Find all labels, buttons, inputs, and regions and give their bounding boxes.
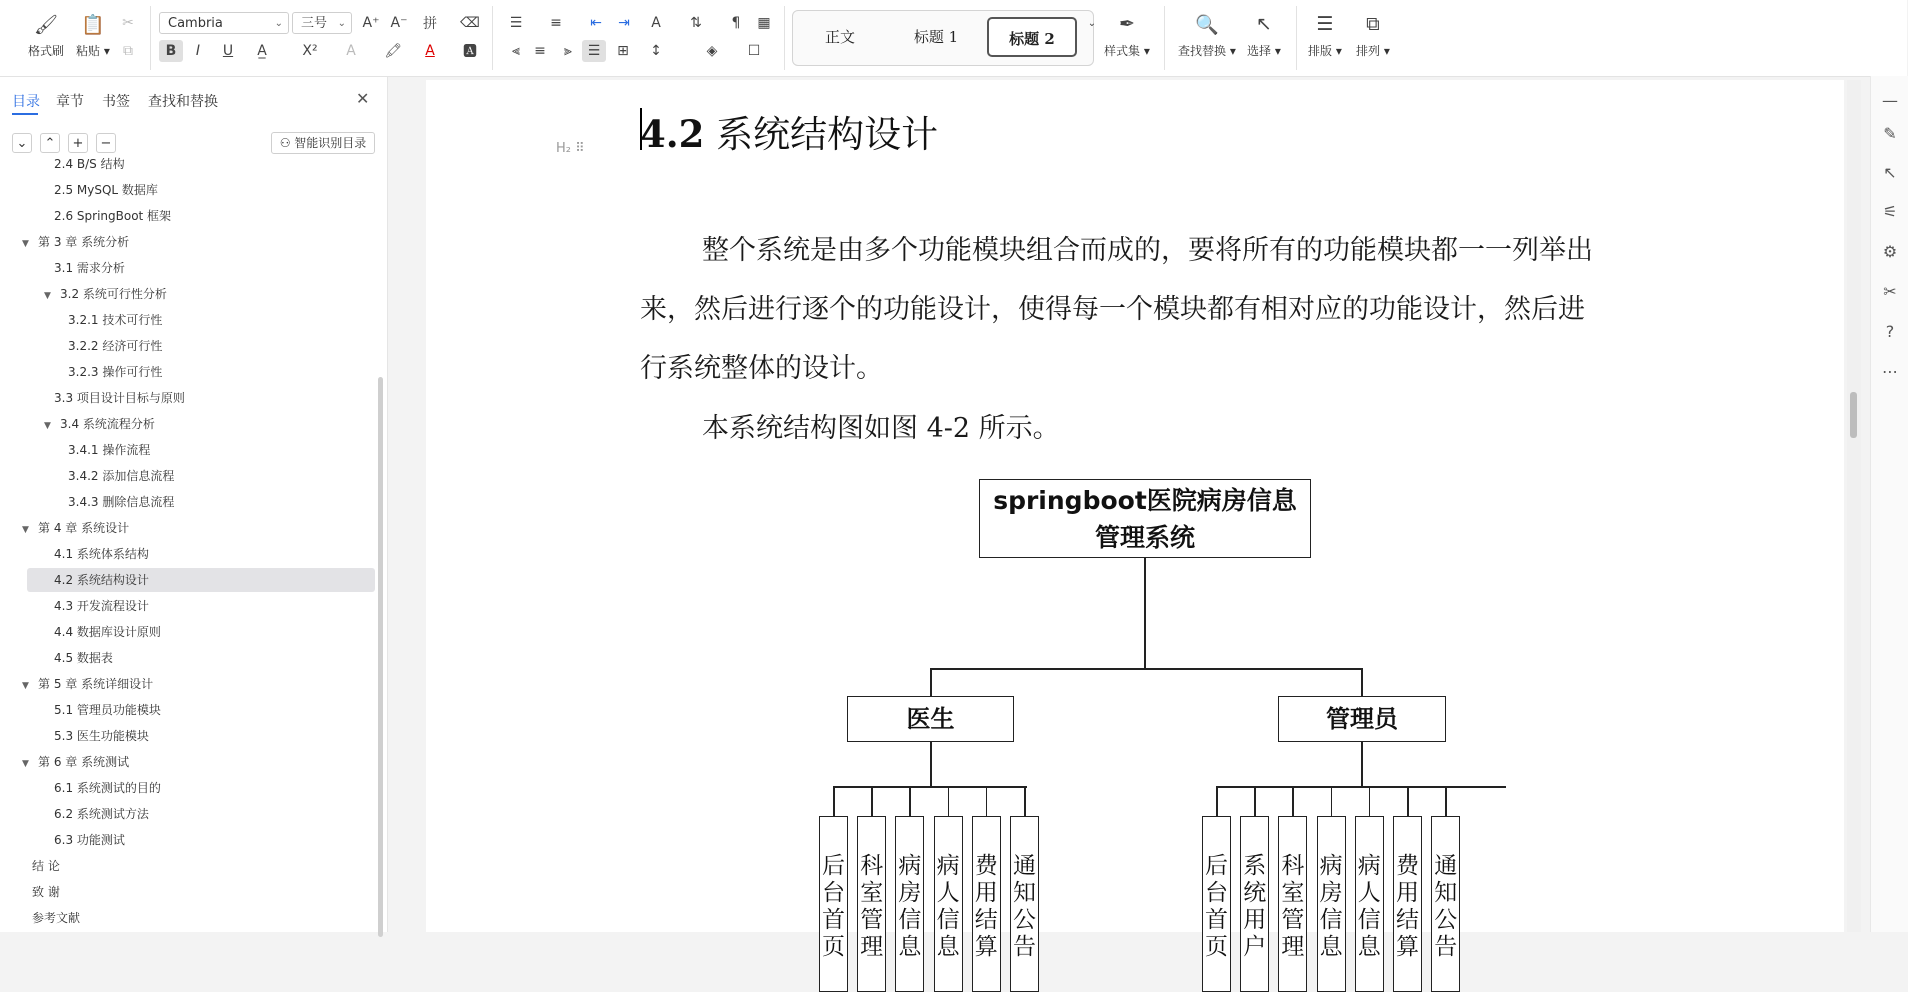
toc-item-label: 4.3 开发流程设计 xyxy=(54,599,149,613)
diagram-leaf-box: 病 房 信 息 xyxy=(1317,816,1346,992)
toc-item[interactable] xyxy=(44,412,155,436)
toc-item-label: 5.1 管理员功能模块 xyxy=(54,703,161,717)
toc-item-label: 3.4 系统流程分析 xyxy=(60,417,155,431)
toc-item-label: 3.1 需求分析 xyxy=(54,261,125,275)
bold-button[interactable]: B xyxy=(159,40,183,62)
tab-find-replace[interactable]: 查找和替换 xyxy=(148,94,218,110)
toc-item-label: 第 4 章 系统设计 xyxy=(38,521,130,535)
expand-caret-icon[interactable]: ▼ xyxy=(22,681,29,691)
diagram-leaf-box: 科 室 管 理 xyxy=(1278,816,1307,992)
paste-button[interactable]: 📋 粘贴 ▾ xyxy=(76,13,110,58)
toc-item[interactable] xyxy=(54,776,161,800)
diagram-leaf-box: 费 用 结 算 xyxy=(972,816,1001,992)
pen-icon[interactable]: ✎ xyxy=(1883,124,1897,143)
remove-heading-icon[interactable]: − xyxy=(96,133,116,153)
numbered-list-icon[interactable]: ≡ xyxy=(550,15,562,31)
toc-item-label: 2.6 SpringBoot 框架 xyxy=(54,209,172,223)
style-normal[interactable]: 正文 xyxy=(824,28,855,46)
diagram-leaf-box: 系 统 用 户 xyxy=(1240,816,1269,992)
add-heading-icon[interactable]: + xyxy=(68,133,88,153)
font-name-select[interactable]: Cambria ⌄ xyxy=(159,12,289,34)
sliders-icon[interactable]: ⚟ xyxy=(1882,202,1898,221)
navigation-pane xyxy=(0,77,388,932)
toc-item[interactable] xyxy=(54,256,125,280)
toc-item-label: 第 5 章 系统详细设计 xyxy=(38,677,154,691)
diagram-leaf-box: 病 人 信 息 xyxy=(934,816,963,992)
shrink-font-icon[interactable]: A⁻ xyxy=(390,15,408,31)
gallery-scroll-icon[interactable]: ⌄ xyxy=(1087,17,1097,29)
toc-item[interactable] xyxy=(54,542,149,566)
document-page[interactable] xyxy=(426,80,1844,960)
style-gallery xyxy=(792,10,1094,66)
toc-item[interactable] xyxy=(22,672,153,696)
show-marks-icon[interactable]: ¶ xyxy=(731,15,741,31)
toc-item-label: 2.4 B/S 结构 xyxy=(54,157,125,171)
toc-item-label: 3.4.1 操作流程 xyxy=(68,443,151,457)
char-shading-icon[interactable]: 🅰 xyxy=(463,44,477,60)
clear-format-icon[interactable]: ⌫ xyxy=(460,15,480,31)
text-effect-icon[interactable]: A xyxy=(346,43,356,59)
toc-item[interactable] xyxy=(54,178,158,202)
find-replace-button[interactable]: 🔍 查找替换 ▾ xyxy=(1178,13,1236,58)
toc-item-label: 结 论 xyxy=(32,859,60,873)
toc-item[interactable] xyxy=(22,516,129,540)
toc-item[interactable] xyxy=(54,698,161,722)
highlight-text-icon[interactable]: A̲ xyxy=(257,43,267,59)
pointer-icon[interactable]: ↖ xyxy=(1883,163,1897,182)
phonetic-guide-icon[interactable]: 拼 xyxy=(423,16,437,32)
toc-item[interactable] xyxy=(68,360,162,384)
arrange-icon: ⧉ xyxy=(1366,13,1380,35)
paragraph-line: 整个系统是由多个功能模块组合而成的，要将所有的功能模块都一一列举出 xyxy=(702,235,1593,266)
increase-indent-icon[interactable]: ⇥ xyxy=(618,15,630,31)
toc-item[interactable] xyxy=(68,308,162,332)
align-center-icon[interactable]: ≡ xyxy=(534,43,546,59)
clipboard-icon: 📋 xyxy=(81,13,105,36)
toc-item[interactable] xyxy=(54,646,113,670)
toc-item[interactable] xyxy=(54,152,125,176)
cut-icon[interactable]: ✂ xyxy=(122,15,134,31)
brush-icon: 🖌 xyxy=(33,13,59,36)
scrollbar-thumb[interactable] xyxy=(1850,392,1857,438)
toc-item-label: 致 谢 xyxy=(32,885,60,899)
underline-button[interactable]: U xyxy=(222,43,234,59)
search-icon: 🔍 xyxy=(1195,13,1219,36)
right-sidebar xyxy=(1870,76,1908,932)
expand-caret-icon[interactable]: ▼ xyxy=(22,239,29,249)
toc-item[interactable] xyxy=(27,568,375,592)
active-tab-indicator xyxy=(12,113,38,115)
toc-item[interactable] xyxy=(32,880,60,904)
justify-icon[interactable]: ☰ xyxy=(582,40,606,62)
toc-item[interactable] xyxy=(54,828,125,852)
toc-item-label: 6.2 系统测试方法 xyxy=(54,807,149,821)
style-set-button[interactable]: ✒ 样式集 ▾ xyxy=(1104,13,1150,58)
toc-item-label: 参考文献 xyxy=(32,911,81,925)
diagram-leaf-box: 病 人 信 息 xyxy=(1355,816,1384,992)
more-icon[interactable]: ⋯ xyxy=(1882,362,1898,381)
document-scrollbar[interactable] xyxy=(1847,80,1861,932)
style-heading2[interactable]: 标题 2 xyxy=(987,17,1077,57)
toc-item[interactable] xyxy=(32,906,80,930)
expand-up-icon[interactable]: ⌃ xyxy=(40,133,60,153)
toc-item[interactable] xyxy=(54,386,185,410)
diagram-leaf-box: 科 室 管 理 xyxy=(857,816,886,992)
font-size-select[interactable]: 三号 ⌄ xyxy=(292,12,352,34)
toc-item[interactable] xyxy=(54,802,149,826)
decrease-indent-icon[interactable]: ⇤ xyxy=(590,15,602,31)
arrange-button[interactable]: ⧉ 排列 ▾ xyxy=(1356,13,1390,58)
toc-item-label: 第 3 章 系统分析 xyxy=(38,235,130,249)
toc-item-label: 4.1 系统体系结构 xyxy=(54,547,149,561)
diagram-leaf-box: 通 知 公 告 xyxy=(1010,816,1039,992)
layout-button[interactable]: ☰ 排版 ▾ xyxy=(1308,13,1342,58)
section-heading: 4.2 系统结构设计 xyxy=(640,112,939,156)
collapse-all-icon[interactable]: ⌄ xyxy=(12,133,32,153)
toc-item[interactable] xyxy=(32,854,60,878)
expand-caret-icon[interactable]: ▼ xyxy=(22,759,29,769)
align-left-icon[interactable]: ⫷ xyxy=(512,43,520,59)
diagram-doctor-box: 医生 xyxy=(847,696,1014,742)
ribbon-toolbar xyxy=(0,0,1907,77)
toc-item-label: 4.4 数据库设计原则 xyxy=(54,625,161,639)
border-icon[interactable]: ☐ xyxy=(747,43,761,59)
tools-icon[interactable]: ✂ xyxy=(1883,282,1897,301)
layout-icon: ☰ xyxy=(1316,13,1334,35)
paragraph-line: 本系统结构图如图 4-2 所示。 xyxy=(702,413,1060,444)
expand-caret-icon[interactable]: ▼ xyxy=(44,421,51,431)
diagram-admin-box: 管理员 xyxy=(1278,696,1446,742)
toc-item[interactable] xyxy=(54,204,171,228)
copy-icon[interactable]: ⧉ xyxy=(123,43,133,59)
smart-toc-button[interactable]: ⚇ 智能识别目录 xyxy=(271,132,375,154)
toc-item-label: 3.3 项目设计目标与原则 xyxy=(54,391,185,405)
expand-caret-icon[interactable]: ▼ xyxy=(22,525,29,535)
select-button[interactable]: ↖ 选择 ▾ xyxy=(1247,13,1281,58)
toc-item-label: 6.3 功能测试 xyxy=(54,833,125,847)
toc-item[interactable] xyxy=(44,282,167,306)
toc-item[interactable] xyxy=(68,464,174,488)
toc-item-label: 3.4.3 删除信息流程 xyxy=(68,495,175,509)
cursor-icon: ↖ xyxy=(1255,13,1272,35)
nav-scrollbar[interactable] xyxy=(378,377,383,937)
toc-item-label: 5.3 医生功能模块 xyxy=(54,729,149,743)
paragraph-line: 来，然后进行逐个的功能设计，使得每一个模块都有相对应的功能设计，然后进 xyxy=(640,294,1585,325)
toc-item-label: 3.2 系统可行性分析 xyxy=(60,287,167,301)
grow-font-icon[interactable]: A⁺ xyxy=(362,15,380,31)
settings-icon[interactable]: ⚙ xyxy=(1882,242,1898,261)
toc-item-label: 第 6 章 系统测试 xyxy=(38,755,130,769)
tab-bookmarks[interactable]: 书签 xyxy=(102,94,130,110)
tab-toc[interactable]: 目录 xyxy=(12,94,40,110)
line-spacing-icon[interactable]: ↕ xyxy=(650,43,662,59)
diagram-leaf-box: 病 房 信 息 xyxy=(895,816,924,992)
format-painter-button[interactable]: 🖌 格式刷 xyxy=(28,13,65,58)
style-heading1[interactable]: 标题 1 xyxy=(913,28,959,46)
style-set-icon: ✒ xyxy=(1118,13,1135,35)
align-right-icon[interactable]: ⫸ xyxy=(564,43,572,59)
toc-item[interactable] xyxy=(22,230,129,254)
bullet-list-icon[interactable]: ☰ xyxy=(509,15,523,31)
close-icon[interactable]: ✕ xyxy=(356,89,370,108)
superscript-icon[interactable]: X² xyxy=(302,43,318,59)
toc-item-label: 3.2.2 经济可行性 xyxy=(68,339,163,353)
toc-item-label: 4.2 系统结构设计 xyxy=(54,573,149,587)
tab-chapters[interactable]: 章节 xyxy=(56,94,84,110)
toc-item[interactable] xyxy=(68,334,162,358)
table-grid-icon[interactable]: ▦ xyxy=(757,15,771,31)
toc-item[interactable] xyxy=(68,438,150,462)
expand-caret-icon[interactable]: ▼ xyxy=(44,291,51,301)
asian-layout-icon[interactable]: A xyxy=(651,15,661,31)
diagram-root-box: springboot医院病房信息 管理系统 xyxy=(979,479,1311,558)
italic-button[interactable]: I xyxy=(195,43,201,59)
toc-list xyxy=(0,157,376,932)
diagram-leaf-box: 后 台 首 页 xyxy=(1202,816,1231,992)
toc-item-label: 2.5 MySQL 数据库 xyxy=(54,183,158,197)
font-color-icon[interactable]: A xyxy=(425,43,435,59)
diagram-leaf-box: 费 用 结 算 xyxy=(1393,816,1422,992)
toc-item-label: 3.4.2 添加信息流程 xyxy=(68,469,175,483)
minimize-icon[interactable]: — xyxy=(1882,91,1898,110)
toc-item-label: 4.5 数据表 xyxy=(54,651,113,665)
help-icon[interactable]: ? xyxy=(1885,322,1895,341)
toc-item[interactable] xyxy=(54,620,161,644)
toc-item-label: 3.2.3 操作可行性 xyxy=(68,365,163,379)
toc-item-label: 6.1 系统测试的目的 xyxy=(54,781,161,795)
diagram-leaf-box: 通 知 公 告 xyxy=(1431,816,1460,992)
toc-item[interactable] xyxy=(68,490,174,514)
sort-icon[interactable]: ⇅ xyxy=(690,15,702,31)
toc-item[interactable] xyxy=(22,750,129,774)
shading-icon[interactable]: ◈ xyxy=(706,43,718,59)
heading-level-marker[interactable]: H₂ ⠿ xyxy=(556,141,585,156)
paragraph-line: 行系统整体的设计。 xyxy=(640,353,883,384)
toc-item[interactable] xyxy=(54,724,149,748)
toc-item-label: 3.2.1 技术可行性 xyxy=(68,313,163,327)
distributed-icon[interactable]: ⊞ xyxy=(617,43,629,59)
diagram-leaf-box: 后 台 首 页 xyxy=(819,816,848,992)
toc-item[interactable] xyxy=(54,594,149,618)
highlighter-icon[interactable]: 🖍 xyxy=(384,43,402,59)
